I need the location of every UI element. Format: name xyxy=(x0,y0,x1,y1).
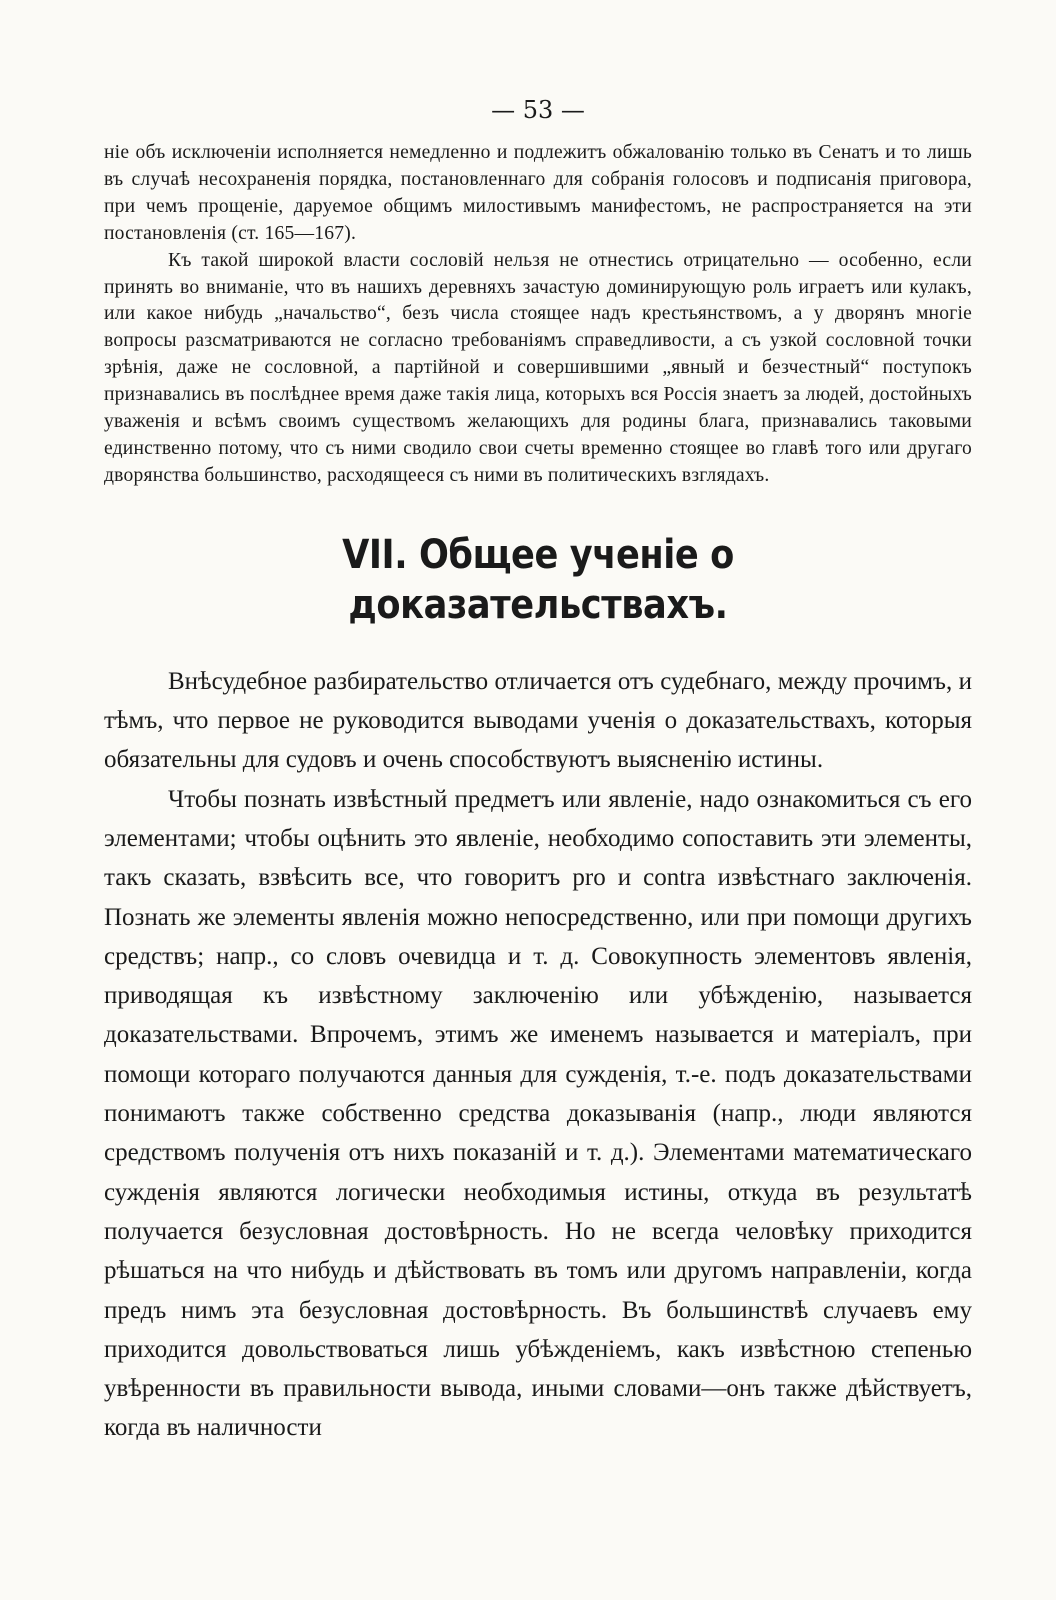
section-heading: VII. Общее ученіе о доказательствахъ. xyxy=(342,531,734,628)
section-body xyxy=(104,662,972,1448)
paragraph-evidence-theory: Чтобы познать извѣстный предметъ или явленіе, надо ознакомиться съ его элементами; чтобы оцѣнить это явленіе, необходимо сопоставить эти элементы, такъ сказать, взвѣсить все, что говоритъ pro и contra извѣстнаго заключенія. Познать же элементы явленія можно непосредственно, или при помощи другихъ средствъ; напр., со словъ очевидца и т. д. Совокупность элементовъ явленія, приводящая къ извѣстному заключенію или убѣжденію, называется доказательствами. Впрочемъ, этимъ же именемъ называется и матеріалъ, при помощи котораго получаются данныя для сужденія, т.-е. подъ доказательствами понимаютъ также собственно средства доказыванія (напр., люди являются средствомъ полученія отъ нихъ показаній и т. д.). Элементами математическаго сужденія являются логически необходимыя истины, откуда въ результатѣ получается безусловная достовѣрность. Но не всегда человѣку приходится рѣшаться на что нибудь и дѣйствовать въ томъ или другомъ направленіи, когда предъ нимъ эта безусловная достовѣрность. Въ большинствѣ случаевъ ему приходится довольствоваться лишь убѣжденіемъ, какъ извѣстною степенью увѣренности въ правильности вывода, иными словами—онъ также дѣйствуетъ, когда въ наличности xyxy=(104,785,972,1442)
continued-text-block xyxy=(104,140,972,490)
page-number: — 53 — xyxy=(491,96,585,124)
paragraph-authority-critique: Къ такой широкой власти сословій нельзя не отнестись отрицательно — особенно, если принять во вниманіе, что въ нашихъ деревняхъ зачастую доминирующую роль играетъ или кулакъ, или какое нибудь „начальство“, безъ числа стоящее надъ крестьянствомъ, а у дворянъ многіе вопросы разсматриваются не согласно требованіямъ справедливости, а съ узкой сословной точки зрѣнія, даже не сословной, а партійной и совершившими „явный и безчестный“ поступокъ признавались въ послѣднее время даже такія лица, которыхъ вся Россія знаетъ за людей, достойныхъ уваженія и всѣмъ своимъ существомъ желающихъ для родины блага, признавались таковыми единственно потому, что съ ними сводило свои счеты временно стоящее во главѣ того или другаго дворянства большинство, расходящееся съ ними въ политическихъ взглядахъ. xyxy=(104,249,972,486)
page xyxy=(104,96,972,1448)
paragraph-continued: ніе объ исключеніи исполняется немедленно и подлежитъ обжалованію только въ Сенатъ и то лишь въ случаѣ несохраненія порядка, постановленнаго для собранія голосовъ и подписанія приговора, при чемъ прощеніе, даруемое общимъ милостивымъ манифестомъ, не распространяется на эти постановленія (ст. 165—167). xyxy=(104,142,972,244)
paragraph-extrajudicial: Внѣсудебное разбирательство отличается отъ судебнаго, между прочимъ, и тѣмъ, что первое не руководится выводами ученія о доказательствахъ, которыя обязательны для судовъ и очень способствуютъ выясненію истины. xyxy=(104,667,972,774)
